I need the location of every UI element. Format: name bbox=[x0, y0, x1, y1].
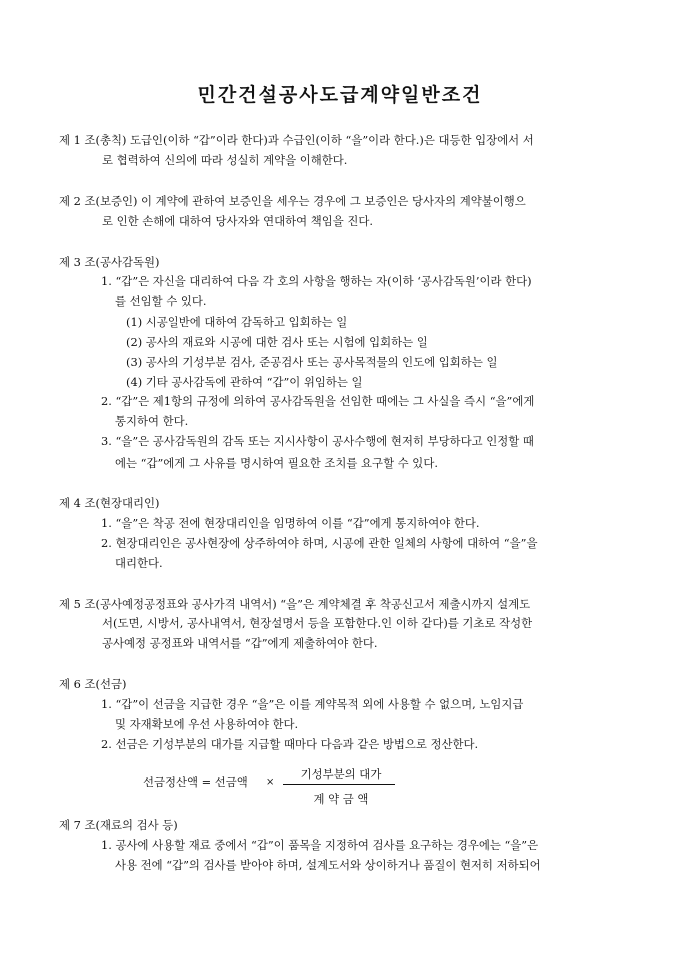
document-line: 로 인한 손해에 대하여 당사자와 연대하여 책임을 진다. bbox=[102, 214, 374, 228]
document-line: 및 자재확보에 우선 사용하여야 한다. bbox=[115, 717, 299, 731]
document-line: 3. “을”은 공사감독원의 감독 또는 지시사항이 공사수행에 현저히 부당하다고 인정할 때 bbox=[101, 434, 534, 448]
document-line: 2. “갑”은 제1항의 규정에 의하여 공사감독원을 선임한 때에는 그 사실을 즉시 “을”에게 bbox=[101, 394, 535, 408]
document-line: 2. 현장대리인은 공사현장에 상주하여야 하며, 시공에 관한 일체의 사항에 대하여 “을”을 bbox=[101, 536, 538, 550]
formula-fraction-bar bbox=[283, 784, 395, 785]
document-line: 제 6 조(선금) bbox=[59, 677, 127, 691]
document-line: 에는 “갑”에게 그 사유를 명시하여 필요한 조치를 요구할 수 있다. bbox=[115, 456, 438, 470]
document-line: (1) 시공일반에 대하여 감독하고 입회하는 일 bbox=[126, 315, 348, 329]
document-line: 1. 공사에 사용할 재료 중에서 “갑”이 품목을 지정하여 검사를 요구하는 경우에는 “을”은 bbox=[101, 838, 539, 852]
document-line: 서(도면, 시방서, 공사내역서, 현장설명서 등을 포함한다.인 이하 같다)를 기초로 작성한 bbox=[102, 616, 533, 630]
formula-lhs: 선금정산액 = 선금액 bbox=[143, 775, 248, 789]
document-line: 제 5 조(공사예정공정표와 공사가격 내역서) “을”은 계약체결 후 착공신고서 제출시까지 설계도 bbox=[59, 597, 531, 611]
document-line: 통지하여 한다. bbox=[115, 414, 189, 428]
document-line: 1. “을”은 착공 전에 현장대리인을 임명하여 이를 “갑”에게 통지하여야 한다. bbox=[101, 516, 480, 530]
document-line: 대리한다. bbox=[115, 556, 163, 570]
formula-denominator: 계 약 금 액 bbox=[313, 792, 369, 806]
formula-numerator: 기성부분의 대가 bbox=[300, 767, 382, 781]
document-line: (3) 공사의 기성부분 검사, 준공검사 또는 공사목적물의 인도에 입회하는 일 bbox=[126, 355, 498, 369]
document-line: 공사예정 공정표와 내역서를 “갑”에게 제출하여야 한다. bbox=[102, 636, 378, 650]
document-line: (2) 공사의 재료와 시공에 대한 검사 또는 시험에 입회하는 일 bbox=[126, 335, 428, 349]
document-line: 2. 선금은 기성부분의 대가를 지급할 때마다 다음과 같은 방법으로 정산한다. bbox=[101, 737, 479, 751]
document-line: 제 3 조(공사감독원) bbox=[59, 255, 160, 269]
document-line: (4) 기타 공사감독에 관하여 “갑”이 위임하는 일 bbox=[126, 375, 363, 389]
document-line: 제 7 조(재료의 검사 등) bbox=[59, 818, 178, 832]
document-line: 제 2 조(보증인) 이 계약에 관하여 보증인을 세우는 경우에 그 보증인은 당사자의 계약불이행으 bbox=[59, 194, 526, 208]
document-line: 사용 전에 “갑”의 검사를 받아야 하며, 설계도서와 상이하거나 품질이 현저히 저하되어 bbox=[115, 858, 541, 872]
document-line: 제 1 조(총칙) 도급인(이하 “갑”이라 한다)과 수급인(이하 “을”이라 한다.)은 대등한 입장에서 서 bbox=[59, 133, 534, 147]
document-line: 를 선임할 수 있다. bbox=[115, 294, 207, 308]
document-title: 민간건설공사도급계약일반조건 bbox=[197, 84, 483, 106]
formula-times: × bbox=[266, 777, 275, 788]
document-line: 제 4 조(현장대리인) bbox=[59, 496, 160, 510]
document-line: 1. “갑”이 선금을 지급한 경우 “을”은 이를 계약목적 외에 사용할 수 없으며, 노임지급 bbox=[101, 697, 524, 711]
document-line: 1. “갑”은 자신을 대리하여 다음 각 호의 사항을 행하는 자(이하 ‘공사감독원’이라 한다) bbox=[101, 274, 532, 288]
document-line: 로 협력하여 신의에 따라 성실히 계약을 이해한다. bbox=[102, 153, 348, 167]
